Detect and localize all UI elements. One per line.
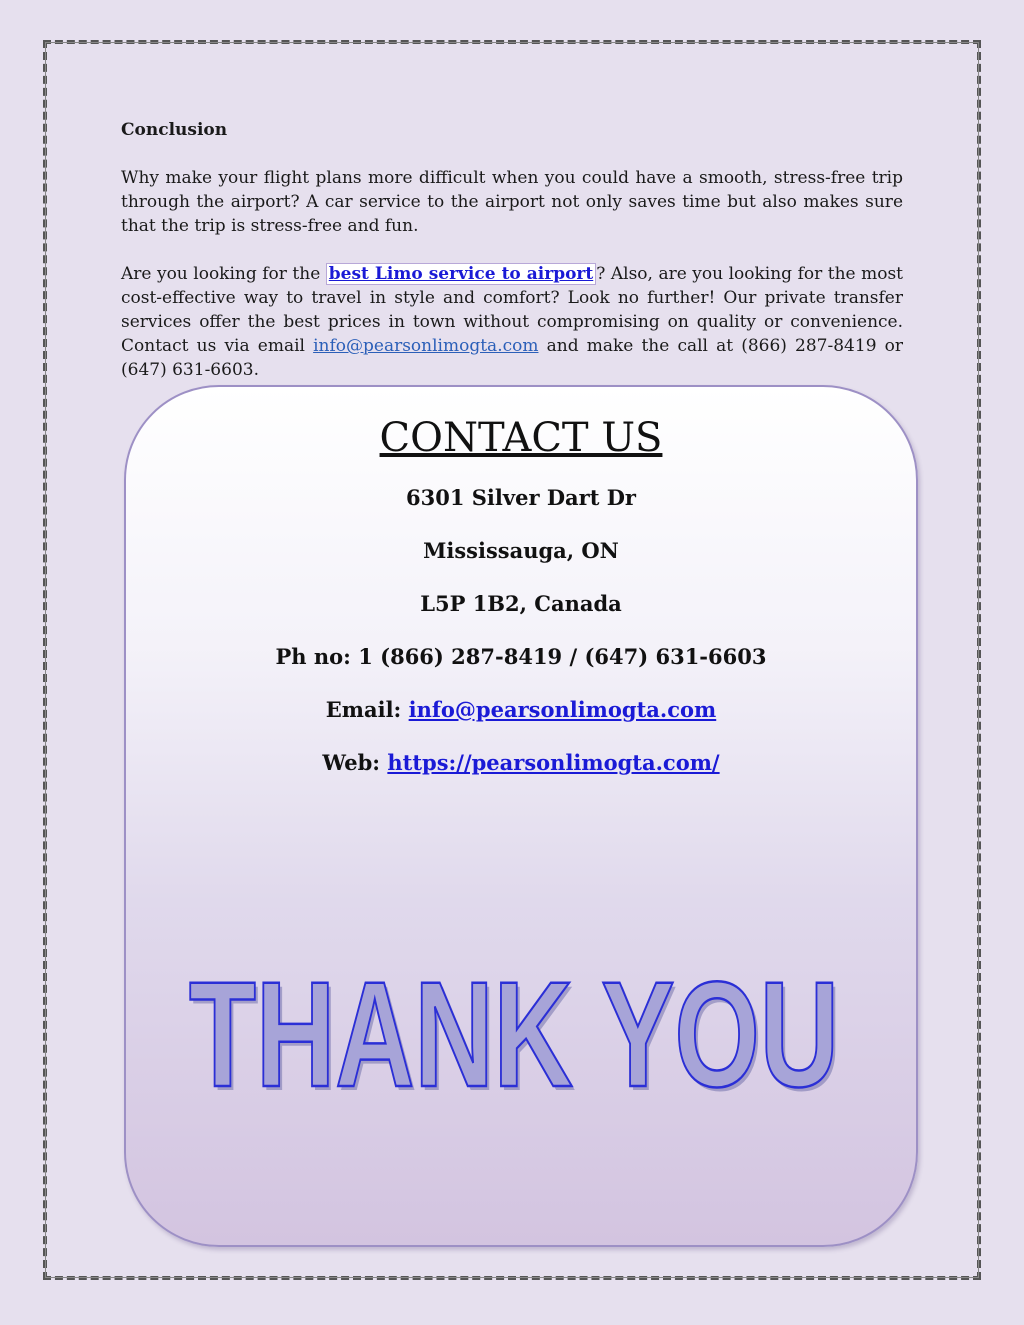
para2-mid: ? Also, are you looking for the most cost-effective way to travel in style and comfort? Look no further! Our private transfer services offer the best prices in town without compromising on quality or convenience. Contact us via email [121, 264, 903, 356]
email-link[interactable]: info@pearsonlimogta.com [408, 697, 717, 722]
address-line-1: 6301 Silver Dart Dr [406, 485, 636, 510]
contact-title: CONTACT US [379, 415, 663, 461]
conclusion-heading: Conclusion [121, 120, 228, 140]
web-label: Web: [322, 750, 388, 775]
phone-line: Ph no: 1 (866) 287-8419 / (647) 631-6603 [275, 644, 767, 669]
address-line-2: Mississauga, ON [423, 538, 619, 563]
limo-service-link[interactable]: best Limo service to airport [326, 263, 596, 285]
para2-end: and make the call at (866) 287-8419 or (647) 631-6603. [121, 336, 903, 380]
para2-start: Are you looking for the [121, 264, 326, 284]
web-line [126, 750, 916, 775]
email-line [126, 697, 916, 722]
email-link-inline[interactable]: info@pearsonlimogta.com [313, 336, 539, 356]
conclusion-paragraph-1: Why make your flight plans more difficult when you could have a smooth, stress-free trip through the airport? A car service to the airport not only saves time but also makes sure that the trip is stress-free and fun. [121, 168, 903, 236]
thank-you-text: THANK YOU [189, 950, 839, 1098]
thank-you-wordart [184, 828, 844, 1098]
address-line-3: L5P 1B2, Canada [420, 591, 622, 616]
conclusion-paragraph-2 [121, 262, 903, 382]
conclusion-section [121, 118, 903, 406]
email-label: Email: [325, 697, 409, 722]
thank-you-shadow: THANK YOU [192, 954, 842, 1098]
web-link[interactable]: https://pearsonlimogta.com/ [387, 750, 720, 775]
contact-card [124, 385, 918, 1247]
